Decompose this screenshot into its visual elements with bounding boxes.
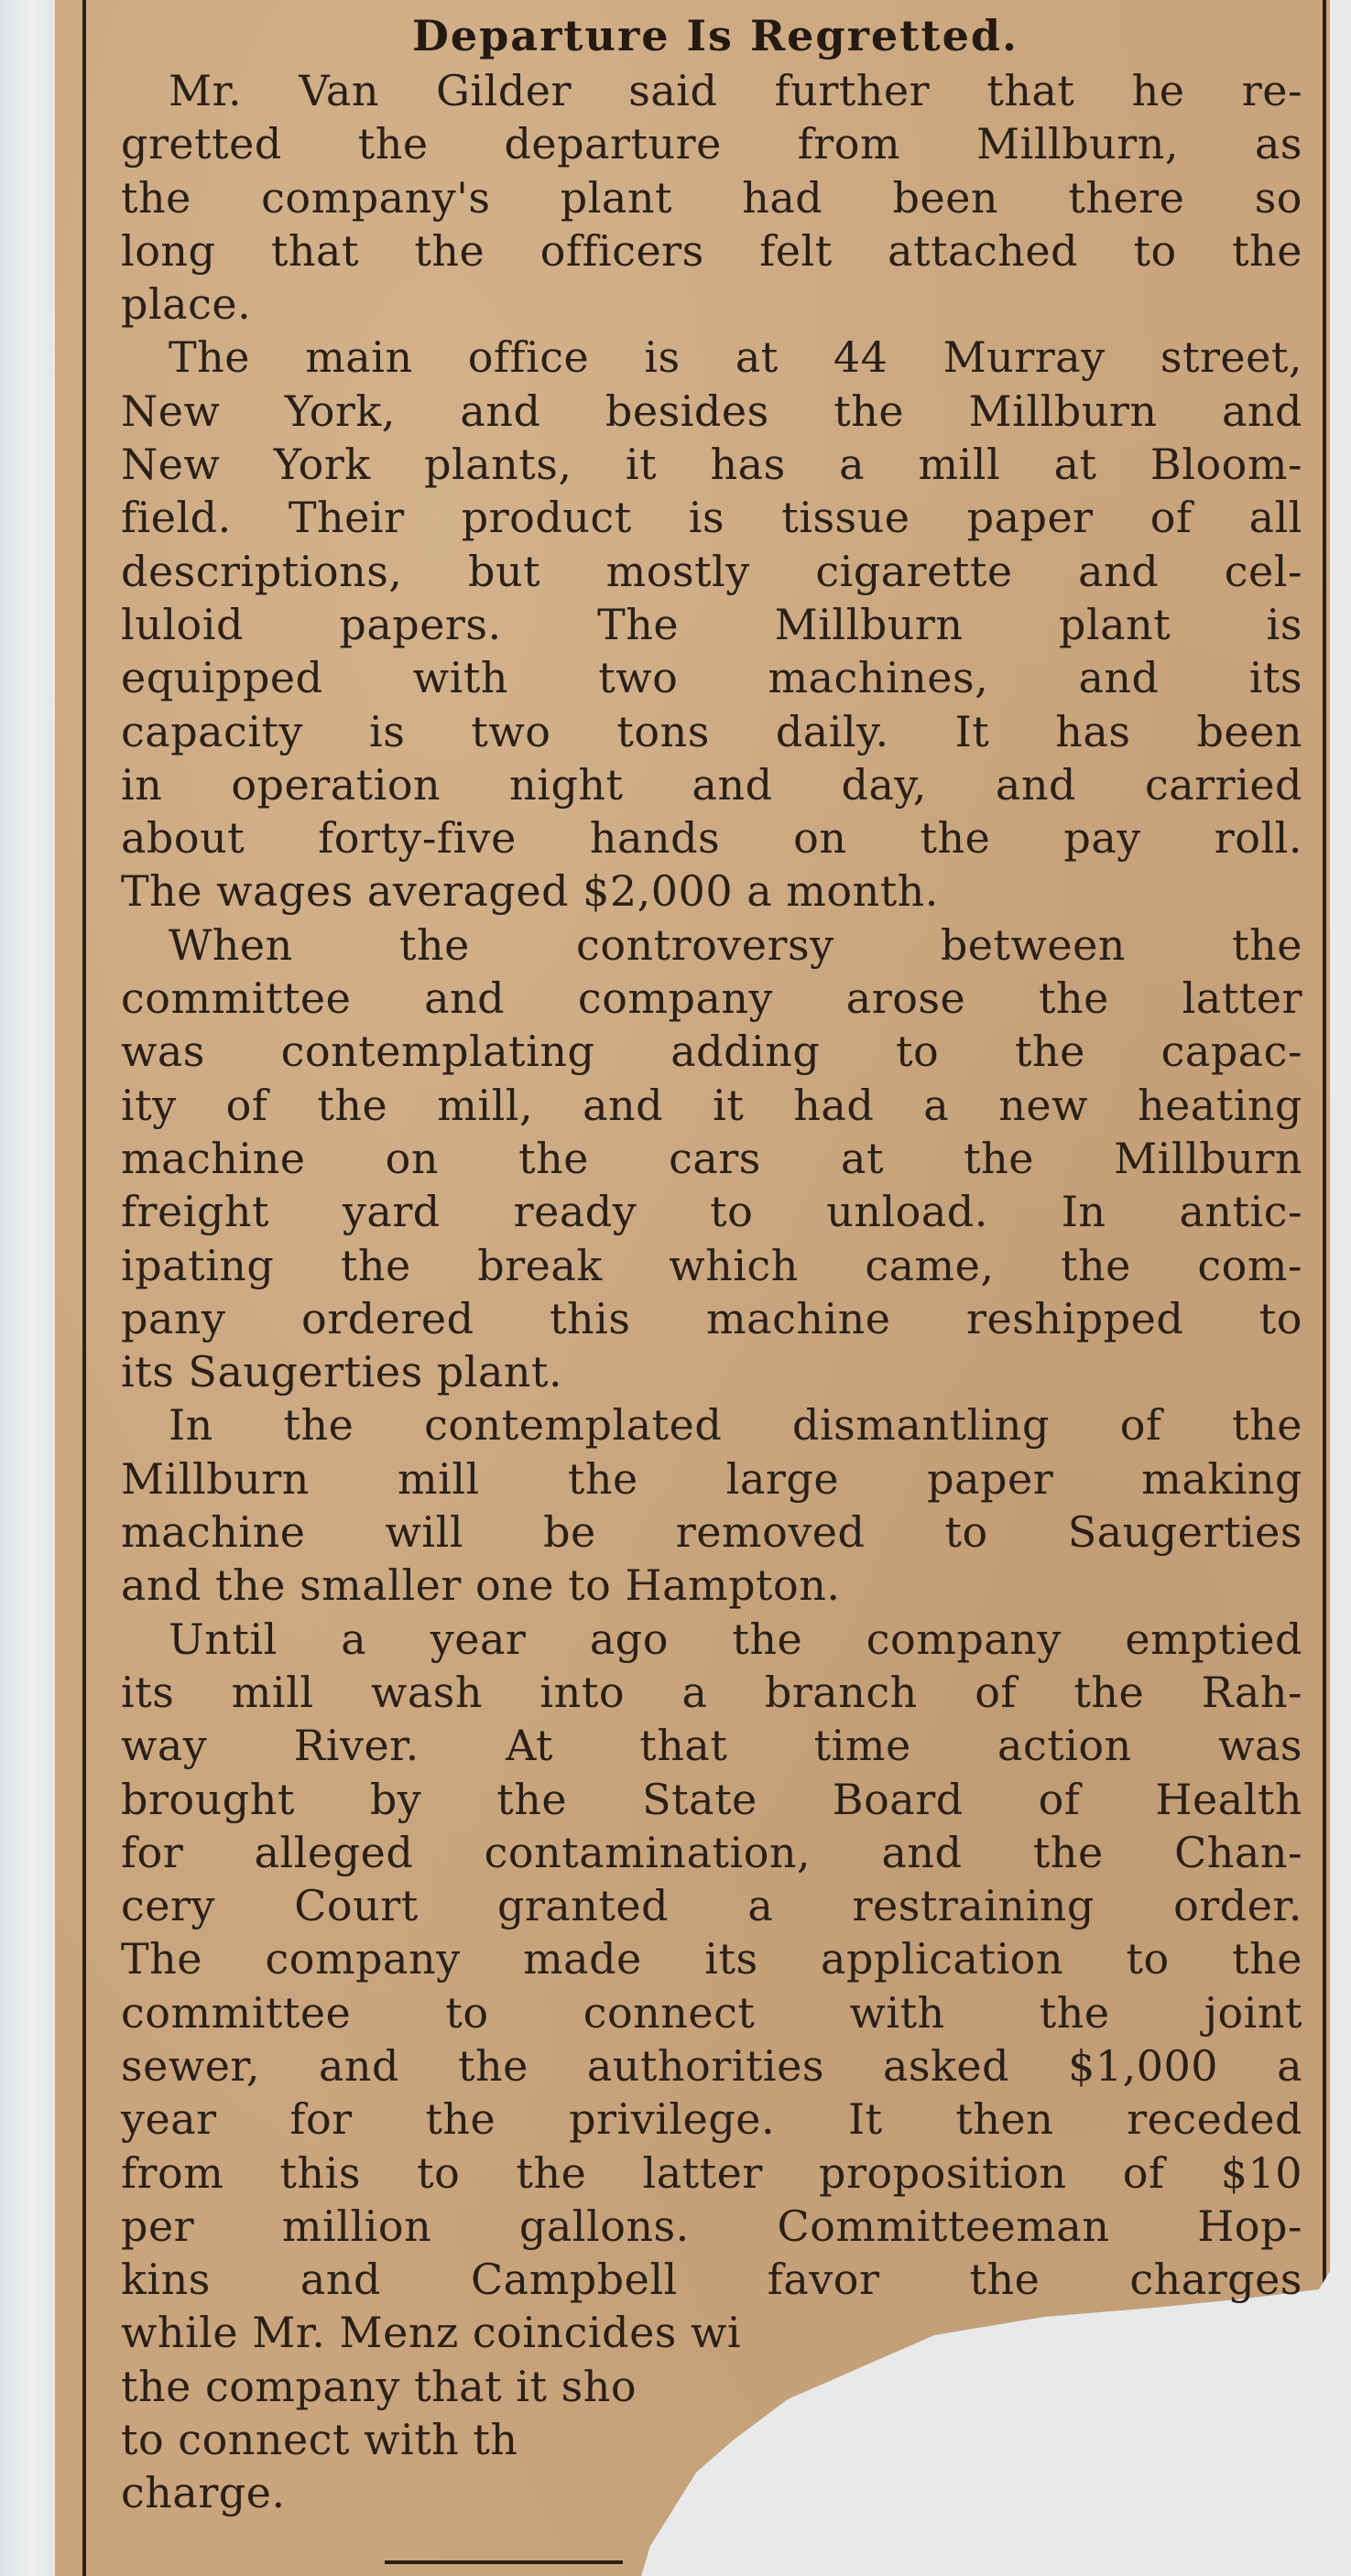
text-line: to connect with th [121, 2415, 518, 2465]
paragraph [121, 918, 1302, 1399]
article-headline: Departure Is Regretted. [411, 11, 1019, 60]
paragraph [121, 64, 1302, 331]
text-line: pany ordered this machine reshipped to [121, 1293, 1302, 1343]
text-line: was contemplating adding to the capac- [121, 1027, 1302, 1077]
text-line: the company that it sho [121, 2361, 637, 2411]
text-line: its mill wash into a branch of the Rah- [121, 1667, 1302, 1717]
text-line: The company made its application to the [121, 1934, 1302, 1984]
column-rule-bottom [385, 2560, 623, 2564]
text-line: New York plants, it has a mill at Bloom- [121, 440, 1302, 490]
text-line: long that the officers felt attached to the [121, 225, 1302, 276]
text-line: The wages averaged $2,000 a month. [121, 866, 939, 917]
text-line: descriptions, but mostly cigarette and cel- [121, 546, 1302, 596]
text-line: the company's plant had been there so [121, 172, 1302, 223]
article-column [121, 7, 1302, 2520]
text-line: in operation night and day, and carried [121, 759, 1302, 810]
text-line: sewer, and the authorities asked $1,000 a [121, 2040, 1302, 2091]
text-line: kins and Campbell favor the charges [121, 2255, 1302, 2305]
text-line: cery Court granted a restraining order. [121, 1881, 1302, 1931]
text-line: committee to connect with the joint [121, 1987, 1302, 2038]
text-line: equipped with two machines, and its [121, 653, 1302, 703]
text-line: charge. [121, 2468, 286, 2518]
text-line: capacity is two tons daily. It has been [121, 706, 1302, 756]
paragraph [121, 1398, 1302, 1612]
text-line: brought by the State Board of Health [121, 1774, 1302, 1824]
column-rule-left [82, 0, 86, 2576]
text-line: for alleged contamination, and the Chan- [121, 1827, 1302, 1877]
column-rule-right [1323, 0, 1326, 2289]
text-line: Mr. Van Gilder said further that he re- [169, 66, 1302, 115]
text-line: machine will be removed to Saugerties [121, 1507, 1302, 1558]
text-line: about forty-five hands on the pay roll. [121, 813, 1302, 864]
scan-background [0, 0, 53, 2576]
text-line: from this to the latter proposition of $10 [121, 2147, 1302, 2198]
text-line: committee and company arose the latter [121, 973, 1302, 1024]
text-line: In the contemplated dismantling of the [169, 1400, 1302, 1451]
text-line: its Saugerties plant. [121, 1347, 563, 1397]
text-line: freight yard ready to unload. In antic- [121, 1187, 1302, 1237]
text-line: field. Their product is tissue paper of all [121, 493, 1302, 543]
text-line: gretted the departure from Millburn, as [121, 119, 1302, 169]
text-line: Until a year ago the company emptied [169, 1614, 1302, 1664]
text-line: luloid papers. The Millburn plant is [121, 599, 1302, 649]
text-line: and the smaller one to Hampton. [121, 1560, 841, 1611]
text-line: way River. At that time action was [121, 1721, 1302, 1771]
text-line: year for the privilege. It then receded [121, 2094, 1302, 2145]
paragraph [121, 331, 1302, 918]
text-line: while Mr. Menz coincides wi [121, 2308, 742, 2358]
text-line: Millburn mill the large paper making [121, 1453, 1302, 1504]
text-line: per million gallons. Committeeman Hop- [121, 2201, 1302, 2251]
text-line: New York, and besides the Millburn and [121, 386, 1302, 436]
text-line: machine on the cars at the Millburn [121, 1133, 1302, 1183]
text-line: When the controversy between the [169, 919, 1302, 970]
text-line: The main office is at 44 Murray street, [169, 332, 1302, 383]
text-line: ipating the break which came, the com- [121, 1240, 1302, 1290]
paragraph [121, 1613, 1302, 2520]
text-line: ity of the mill, and it had a new heating [121, 1080, 1302, 1130]
text-line: place. [121, 279, 252, 330]
